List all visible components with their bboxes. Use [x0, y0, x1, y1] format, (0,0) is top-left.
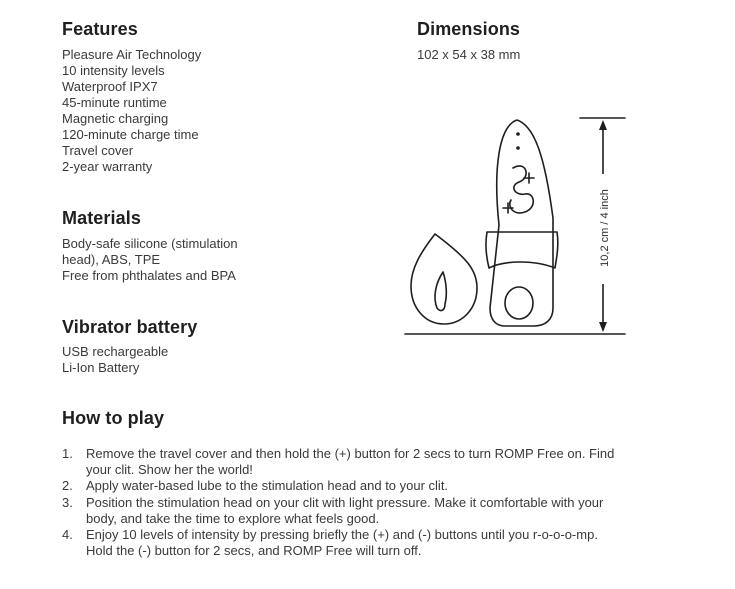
features-heading: Features [62, 19, 138, 39]
height-label: 10,2 cm / 4 inch [599, 189, 611, 267]
device-dot-top [516, 132, 520, 136]
battery-heading: Vibrator battery [62, 317, 198, 337]
feature-item: 120-minute charge time [62, 127, 199, 142]
how-to-play-steps [62, 446, 622, 559]
battery-list [62, 344, 168, 376]
product-illustration [395, 108, 630, 340]
feature-item: Pleasure Air Technology [62, 47, 202, 62]
list-item [62, 527, 622, 559]
dimensions-value: 102 x 54 x 38 mm [417, 47, 521, 62]
materials-heading: Materials [62, 208, 141, 228]
feature-item: Travel cover [62, 143, 134, 158]
list-item [62, 495, 622, 527]
features-list [62, 47, 201, 175]
feature-item: Waterproof IPX7 [62, 79, 158, 94]
list-item [62, 446, 622, 478]
step-text: Apply water-based lube to the stimulation head and to your clit. [86, 478, 449, 494]
device-dot-bottom [516, 146, 520, 150]
feature-item: 10 intensity levels [62, 63, 165, 78]
dimensions-heading: Dimensions [417, 19, 521, 39]
feature-item: Magnetic charging [62, 111, 169, 126]
list-item [62, 478, 622, 494]
how-to-play-heading: How to play [62, 408, 165, 428]
device-oval-button [505, 287, 533, 319]
materials-line: Body-safe silicone (stimulation [62, 236, 238, 251]
step-text: Enjoy 10 levels of intensity by pressing briefly the (+) and (-) buttons until you r-o-o-o-mp. Hold the (-) button for 2 secs, and ROMP Free will turn off. [86, 527, 598, 559]
arrowhead-down-icon [599, 322, 607, 332]
travel-cover-outline [411, 234, 477, 324]
device-body-outline [490, 120, 553, 326]
step-number: 1. [62, 446, 73, 461]
step-text: Position the stimulation head on your clit with light pressure. Make it comfortable with your body, and take the time to explore what feels good. [86, 494, 604, 526]
step-number: 3. [62, 494, 73, 510]
battery-line: Li-Ion Battery [62, 360, 140, 375]
feature-item: 45-minute runtime [62, 95, 167, 110]
battery-line: USB rechargeable [62, 344, 169, 359]
step-number: 4. [62, 527, 73, 543]
feature-item: 2-year warranty [62, 159, 153, 174]
step-text: Remove the travel cover and then hold the (+) button for 2 secs to turn ROMP Free on. Find your clit. Show her the world! [86, 446, 615, 478]
step-number: 2. [62, 478, 73, 494]
travel-cover-inner-curve [435, 272, 446, 311]
materials-list [62, 236, 238, 284]
materials-line: Free from phthalates and BPA [62, 268, 236, 283]
arrowhead-up-icon [599, 120, 607, 130]
materials-line: head), ABS, TPE [62, 252, 161, 267]
